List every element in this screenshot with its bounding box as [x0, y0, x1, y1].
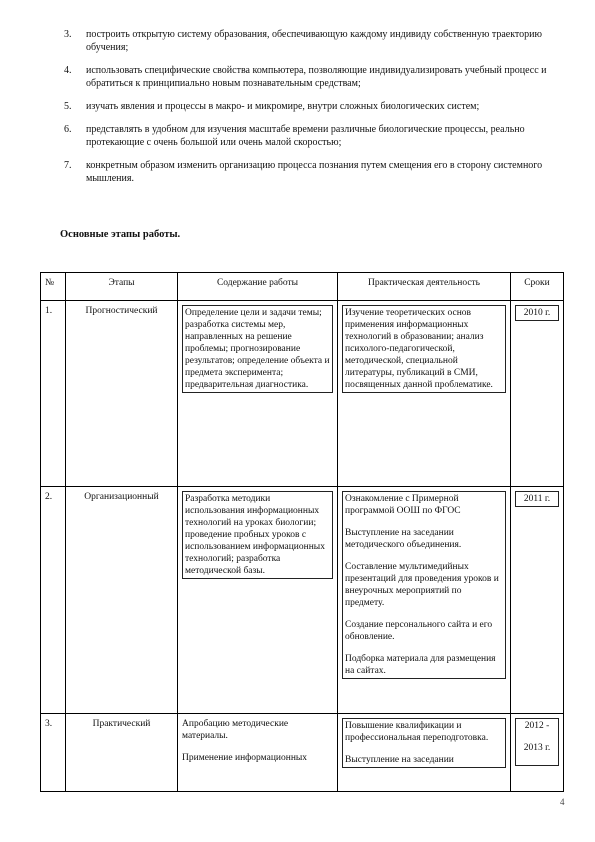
term-value: 2012 - [524, 721, 550, 731]
row-term [511, 487, 564, 714]
practice-paragraph: Повышение квалификации и профессиональная переподготовка. [345, 721, 489, 743]
term-box [515, 718, 559, 766]
list-item [64, 28, 564, 54]
row-term [511, 301, 564, 487]
list-item-number: 7. [64, 160, 72, 171]
row-num: 1. [41, 301, 66, 487]
list-item-text: использовать специфические свойства компьютера, позволяющие индивидуализировать учебный процесс и обратиться к принципиально новым познавательным средствам; [86, 65, 547, 89]
row-stage: Практический [66, 714, 178, 792]
practice-paragraph: Выступление на заседании методического объединения. [345, 528, 462, 550]
content-paragraph: Апробацию методические материалы. [182, 719, 289, 741]
practice-paragraph: Подборка материала для размещения на сайтах. [345, 654, 496, 676]
term-value: 2010 г. [523, 308, 551, 318]
content-paragraph: Разработка методики использования информационных технологий на уроках биологии; проведение пробных уроков с использованием информационных технологий; разработка методической базы. [185, 494, 325, 576]
table-header-row [41, 273, 564, 301]
content-box [182, 305, 333, 393]
content-box [182, 491, 333, 579]
row-content [178, 487, 338, 714]
row-stage: Организационный [66, 487, 178, 714]
row-num: 2. [41, 487, 66, 714]
practice-paragraph: Выступление на заседании [345, 755, 454, 765]
list-item-number: 6. [64, 124, 72, 135]
practice-box [342, 491, 506, 679]
list-item-text: представлять в удобном для изучения масштабе времени различные биологические процессы, реально протекающие с очень большой или очень малой скоростью; [86, 124, 525, 148]
practice-paragraph: Ознакомление с Примерной программой ООШ по ФГОС [345, 494, 461, 516]
table-row [41, 487, 564, 714]
list-item-text: построить открытую систему образования, обеспечивающую каждому индивиду собственную траекторию обучения; [86, 29, 542, 53]
practice-paragraph: Изучение теоретических основ применения информационных технологий в образовании; анализ психолого-педагогической, методической, специальной литературы, публикаций в СМИ, посвященных данной проблематике. [345, 308, 493, 390]
header-content: Содержание работы [178, 273, 338, 301]
content-paragraph: Применение информационных [182, 753, 308, 763]
page-number: 4 [560, 797, 565, 807]
row-practice [338, 487, 511, 714]
table-row [41, 714, 564, 792]
stages-table [40, 272, 564, 792]
term-value: 2013 г. [523, 743, 551, 753]
practice-paragraph: Создание персонального сайта и его обновление. [345, 620, 493, 642]
list-item-number: 4. [64, 65, 72, 76]
header-num: № [41, 273, 66, 301]
list-item [64, 159, 564, 185]
list-item-text: конкретным образом изменить организацию процесса познания путем смещения его в сторону системного мышления. [86, 160, 543, 184]
row-practice [338, 301, 511, 487]
row-term [511, 714, 564, 792]
list-item-number: 3. [64, 29, 72, 40]
practice-box [342, 718, 506, 768]
header-stage: Этапы [66, 273, 178, 301]
header-term: Сроки [511, 273, 564, 301]
row-content [178, 301, 338, 487]
list-item [64, 100, 564, 113]
practice-box [342, 305, 506, 393]
goals-list [64, 28, 564, 195]
term-box [515, 305, 559, 321]
term-value: 2011 г. [523, 494, 551, 504]
list-item [64, 123, 564, 149]
term-box [515, 491, 559, 507]
row-practice [338, 714, 511, 792]
row-content [178, 714, 338, 792]
row-stage: Прогностический [66, 301, 178, 487]
section-title: Основные этапы работы. [60, 229, 181, 240]
content-paragraph: Определение цели и задачи темы; разработка системы мер, направленных на решение проблемы; прогнозирование результатов; определение объекта и предмета эксперимента; предварительная диагностика. [185, 308, 330, 390]
header-practice: Практическая деятельность [338, 273, 511, 301]
list-item [64, 64, 564, 90]
table-row [41, 301, 564, 487]
list-item-number: 5. [64, 101, 72, 112]
list-item-text: изучать явления и процессы в макро- и микромире, внутри сложных биологических систем; [86, 101, 480, 112]
practice-paragraph: Составление мультимедийных презентаций для проведения уроков и внеурочных мероприятий по предмету. [345, 562, 499, 608]
row-num: 3. [41, 714, 66, 792]
